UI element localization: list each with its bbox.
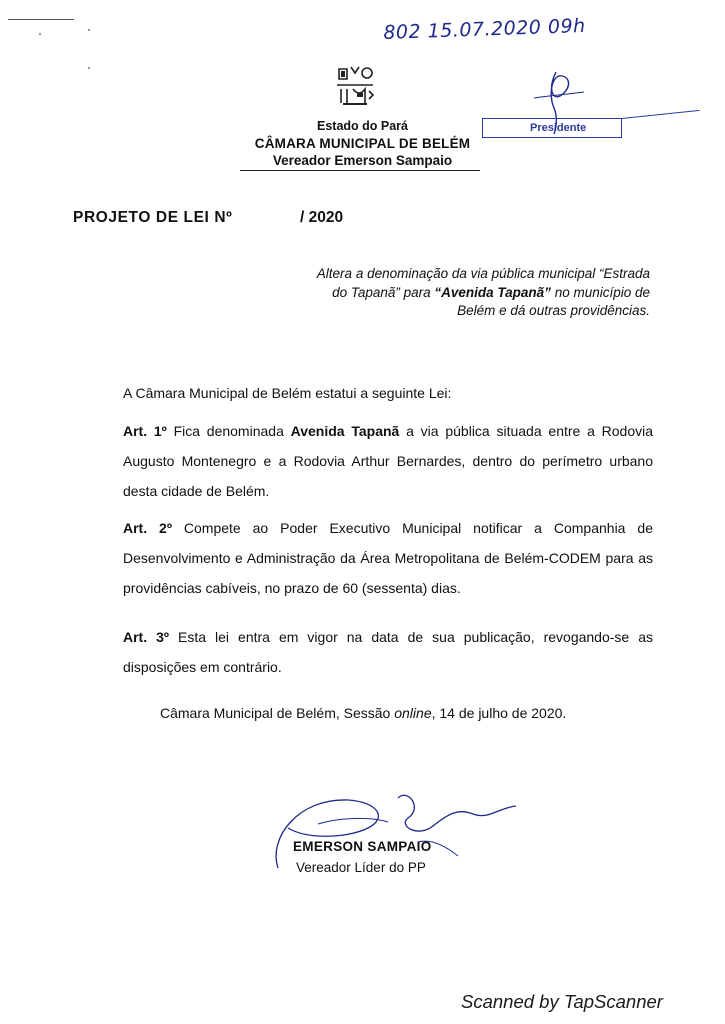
scan-mark-dot bbox=[88, 29, 90, 31]
closing-text: Câmara Municipal de Belém, Sessão bbox=[160, 705, 395, 721]
closing-line bbox=[160, 705, 566, 721]
article-2 bbox=[123, 513, 653, 603]
municipal-crest-icon bbox=[333, 63, 377, 109]
president-initials-icon bbox=[526, 68, 586, 138]
article-2-text: Compete ao Poder Executivo Municipal notificar a Companhia de Desenvolvimento e Administração da Área Metropolitana de Belém-CODEM para as providências cabíveis, no prazo de 60 (sessenta) dias. bbox=[123, 520, 653, 596]
article-3-label: Art. 3º bbox=[123, 629, 170, 645]
stamp-line bbox=[622, 110, 700, 119]
scan-mark-dot bbox=[39, 33, 41, 35]
article-3-text: Esta lei entra em vigor na data de sua publicação, revogando-se as disposições em contrário. bbox=[123, 629, 653, 675]
signer-name: EMERSON SAMPAIO bbox=[293, 839, 432, 854]
summary-text-end: no município de Belém e dá outras providências. bbox=[457, 284, 650, 318]
scan-mark-line bbox=[8, 19, 74, 20]
header-chamber: CÂMARA MUNICIPAL DE BELÉM bbox=[254, 136, 471, 151]
stamp-label: Presidente bbox=[530, 122, 587, 134]
closing-online: online bbox=[394, 705, 432, 721]
summary-highlight: “Avenida Tapanã” bbox=[434, 284, 551, 300]
bill-year: / 2020 bbox=[300, 209, 344, 226]
article-1 bbox=[123, 416, 653, 506]
intro-paragraph: A Câmara Municipal de Belém estatui a seguinte Lei: bbox=[123, 385, 452, 401]
article-1-text: Fica denominada bbox=[166, 423, 291, 439]
scan-mark-dot bbox=[88, 67, 90, 69]
header-councilor: Vereador Emerson Sampaio bbox=[272, 153, 453, 168]
header-state: Estado do Pará bbox=[317, 119, 408, 133]
header-underline bbox=[240, 170, 480, 171]
article-1-street-name: Avenida Tapanã bbox=[290, 423, 400, 439]
signer-role: Vereador Líder do PP bbox=[296, 860, 426, 875]
article-1-label: Art. 1º bbox=[123, 423, 167, 439]
article-1-text-end: a via pública situada entre a Rodovia Augusto Montenegro e a Rodovia Arthur Bernardes, dentro do perímetro urbano desta cidade de Belém. bbox=[123, 423, 654, 499]
bill-summary bbox=[310, 265, 650, 321]
article-3 bbox=[123, 622, 653, 682]
protocol-annotation: 802 15.07.2020 09h bbox=[383, 14, 587, 44]
bill-title: PROJETO DE LEI Nº bbox=[73, 209, 233, 226]
scanner-watermark: Scanned by TapScanner bbox=[461, 991, 663, 1012]
summary-text: Altera a denominação da via pública municipal “Estrada do Tapanã” para bbox=[316, 266, 650, 300]
closing-date: , 14 de julho de 2020. bbox=[431, 705, 567, 721]
article-2-label: Art. 2º bbox=[123, 520, 172, 536]
